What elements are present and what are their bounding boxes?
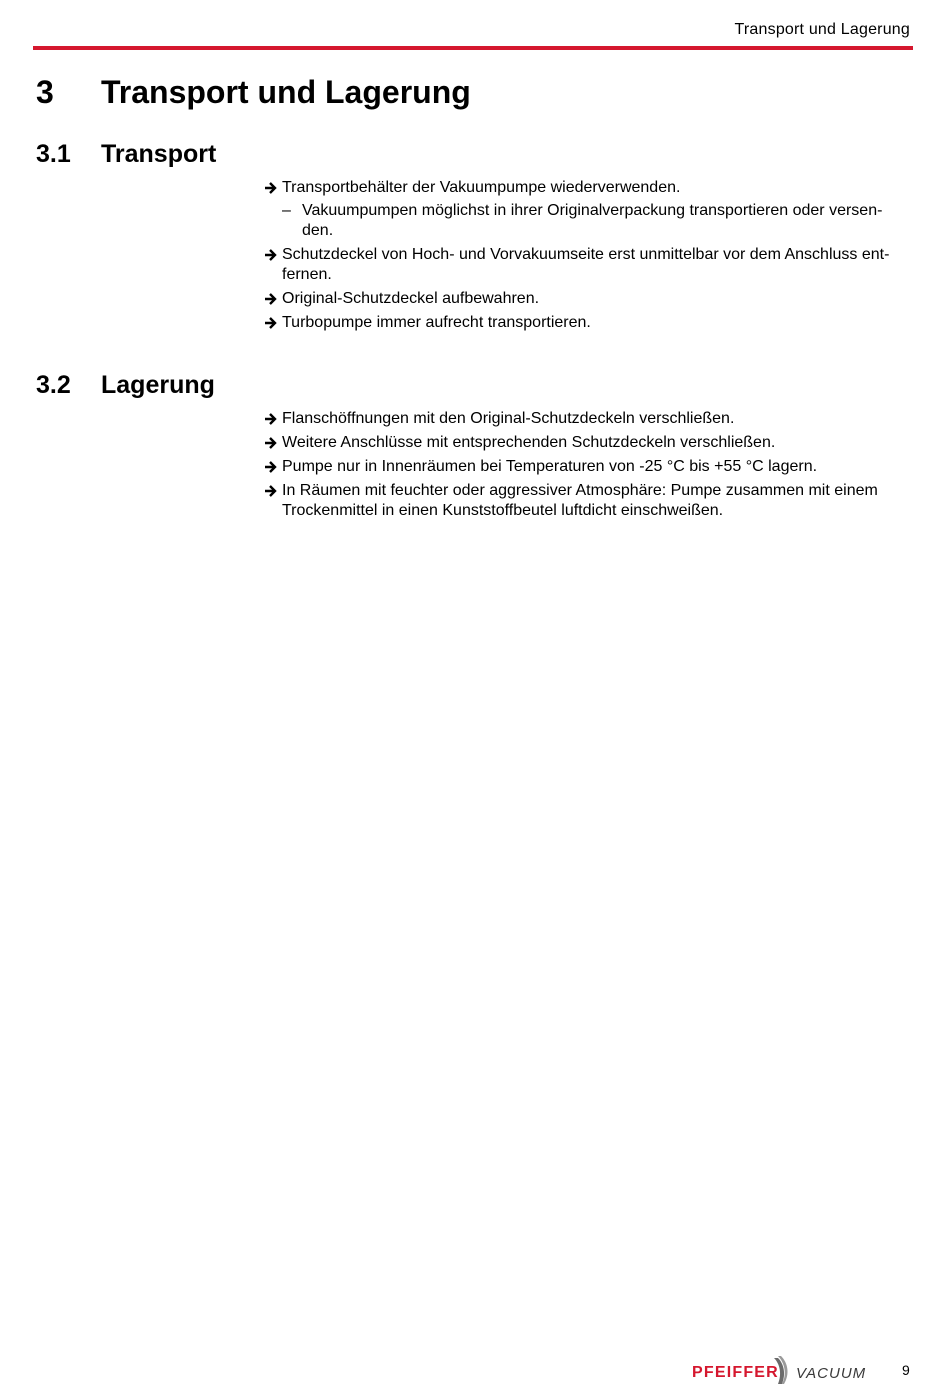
page-number: 9 [902, 1362, 910, 1378]
arrow-right-icon [263, 314, 279, 332]
section-number: 3.1 [36, 140, 71, 168]
list-item-text: In Räumen mit feuchter oder aggressiver Atmosphäre: Pumpe zusammen mit einem Trockenmittel in einen Kunststoffbeutel luftdicht einschweißen. [282, 482, 878, 519]
chapter-heading [36, 74, 471, 111]
list-item-text: Flanschöffnungen mit den Original-Schutzdeckeln verschließen. [282, 410, 735, 427]
arrow-right-icon [263, 458, 279, 476]
list-item [263, 409, 913, 429]
section-heading-lagerung [36, 371, 215, 400]
list-item-text: Weitere Anschlüsse mit entsprechenden Schutzdeckeln verschließen. [282, 434, 776, 451]
arrow-right-icon [263, 246, 279, 264]
arrow-right-icon [263, 434, 279, 452]
logo-text-pfeiffer: PFEIFFER [692, 1364, 779, 1381]
running-header: Transport und Lagerung [734, 21, 910, 38]
list-item-text: Pumpe nur in Innenräumen bei Temperaturen von -25 °C bis +55 °C lagern. [282, 458, 818, 475]
pfeiffer-vacuum-logo [692, 1354, 872, 1386]
list-item-text: Transportbehälter der Vakuumpumpe wiederverwenden. [282, 179, 681, 196]
list-item [263, 289, 913, 309]
chapter-title: Transport und Lagerung [101, 74, 471, 110]
list-item [263, 433, 913, 453]
list-item [263, 313, 913, 333]
section-heading-transport [36, 140, 216, 169]
list-item-text: Turbopumpe immer aufrecht transportieren. [282, 314, 591, 331]
transport-list [263, 178, 913, 337]
lagerung-list [263, 409, 913, 525]
arrow-right-icon [263, 482, 279, 500]
section-title: Transport [101, 140, 217, 168]
list-item [263, 457, 913, 477]
sub-list-item [263, 201, 913, 241]
header-rule [33, 46, 913, 50]
dash-bullet: – [282, 202, 291, 219]
section-title: Lagerung [101, 371, 215, 399]
arrow-right-icon [263, 290, 279, 308]
section-number: 3.2 [36, 371, 71, 399]
list-item-text: Original-Schutzdeckel aufbewahren. [282, 290, 540, 307]
logo-text-vacuum: VACUUM [796, 1365, 867, 1382]
list-item-text: Schutzdeckel von Hoch- und Vorvakuumseite erst unmittelbar vor dem Anschluss ent-fernen. [282, 246, 890, 283]
list-item [263, 178, 913, 198]
arrow-right-icon [263, 179, 279, 197]
list-item [263, 481, 913, 521]
chapter-number: 3 [36, 74, 54, 110]
list-item [263, 245, 913, 285]
sub-list-item-text: Vakuumpumpen möglichst in ihrer Originalverpackung transportieren oder versen-den. [302, 202, 883, 239]
arrow-right-icon [263, 410, 279, 428]
